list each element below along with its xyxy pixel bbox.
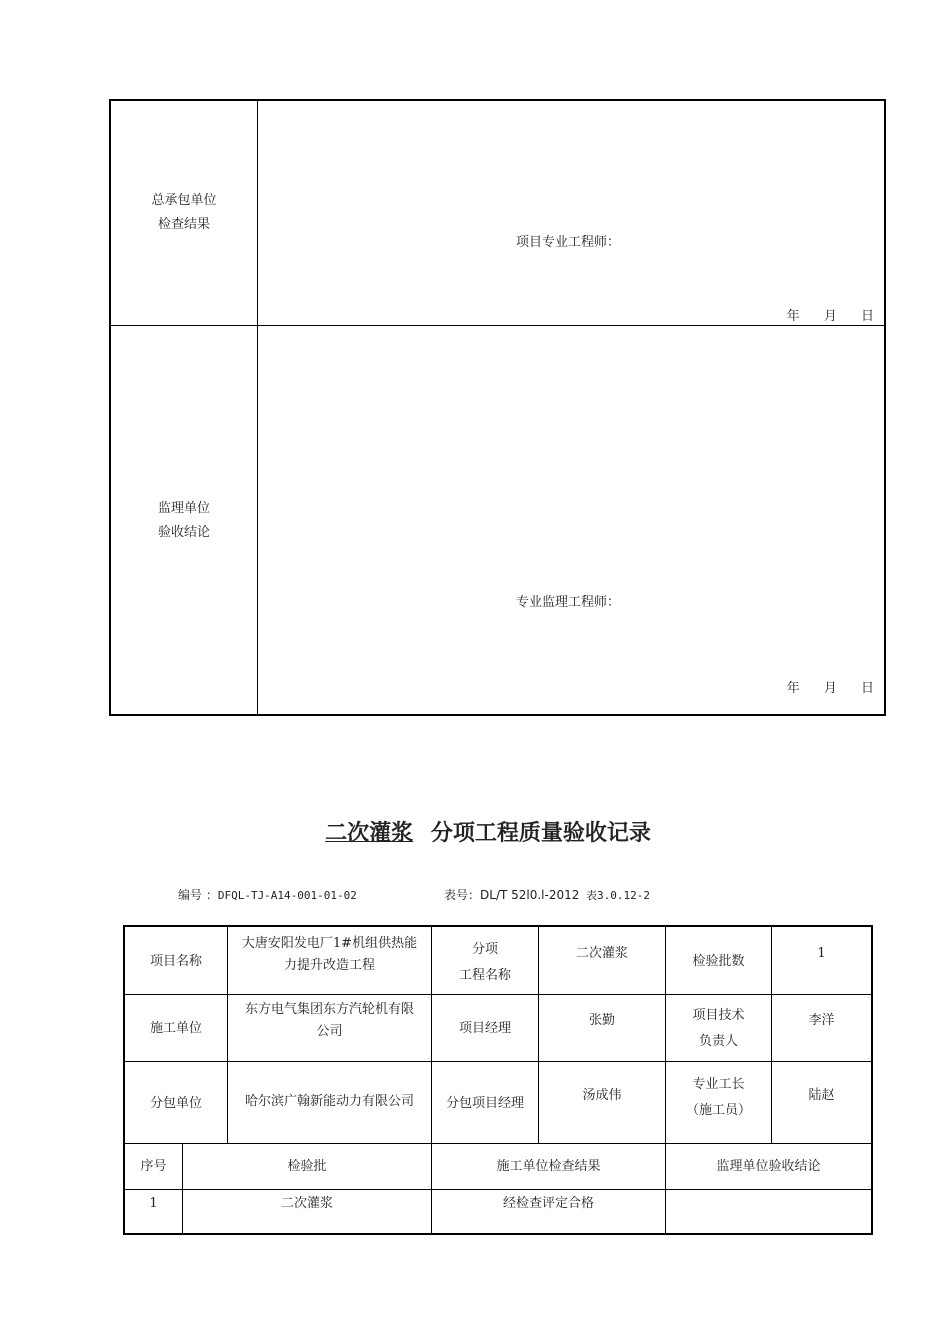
batch-count-value: 1 [817,946,826,961]
row-divider [125,1143,871,1144]
sub-item-label: 分项 工程名称 [458,942,511,983]
contractor-date: 年 月 日 [786,309,874,324]
tech-lead-value: 李洋 [808,1013,835,1028]
contractor-label: 总承包单位 检查结果 [151,193,217,232]
header-construction-result: 施工单位检查结果 [496,1159,601,1174]
row-divider [125,994,871,995]
record-table [123,925,873,1235]
subcontractor-value: 哈尔滨广翰新能动力有限公司 [244,1094,414,1109]
form-number: 表号：DL/T 52l0.l-2012 表3.0.12-2 [444,888,650,902]
foreman-label: 专业工长 （施工员） [685,1077,751,1118]
tech-lead-label: 项目技术 负责人 [692,1008,745,1049]
project-manager-value: 张勤 [588,1013,615,1028]
contractor-signer-label: 项目专业工程师： [516,235,621,250]
table-row-construction-result: 经检查评定合格 [502,1196,594,1211]
project-name-label: 项目名称 [149,954,202,969]
construction-unit-value: 东方电气集团东方汽轮机有限 公司 [244,1002,414,1039]
title-suffix: 分项工程质量验收记录 [430,821,651,846]
supervisor-signer-label: 专业监理工程师： [516,595,621,610]
header-seq: 序号 [140,1159,167,1174]
sub-manager-value: 汤成伟 [582,1088,622,1103]
supervisor-label: 监理单位 验收结论 [157,501,210,540]
supervisor-date: 年 月 日 [786,681,874,696]
page-title [0,816,950,847]
table-row-seq: 1 [149,1196,158,1211]
sub-manager-label: 分包项目经理 [445,1096,524,1111]
table-row-batch: 二次灌浆 [280,1196,333,1211]
sub-item-name: 二次灌浆 [325,821,414,846]
header-supervision-result: 监理单位验收结论 [716,1159,821,1174]
foreman-value: 陆赵 [808,1088,835,1103]
column-divider [257,101,258,714]
project-manager-label: 项目经理 [458,1021,511,1036]
row-divider [125,1061,871,1062]
row-divider [111,325,884,326]
batch-count-label: 检验批数 [692,954,745,969]
project-name-value: 大唐安阳发电厂1#机组供热能 力提升改造工程 [241,936,418,973]
subcontractor-label: 分包单位 [149,1096,202,1111]
inspection-table-top [109,99,886,716]
header-batch: 检验批 [287,1159,327,1174]
record-code: 编号 ：DFQL-TJ-A14-001-01-02 [178,888,357,902]
construction-unit-label: 施工单位 [149,1021,202,1036]
row-divider [125,1189,871,1190]
sub-item-value: 二次灌浆 [575,946,628,961]
